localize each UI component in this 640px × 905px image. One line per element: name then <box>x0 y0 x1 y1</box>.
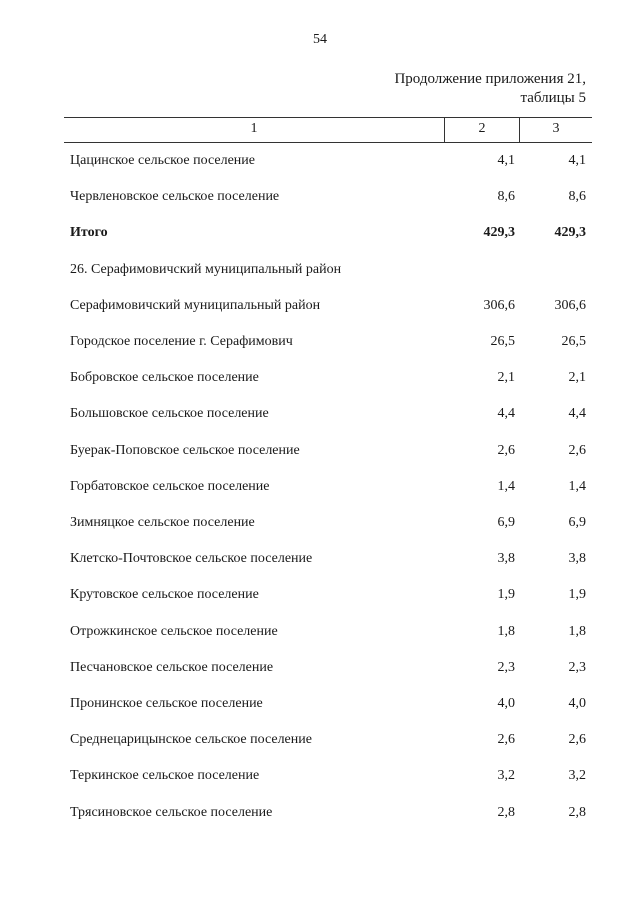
row-name: Пронинское сельское поселение <box>70 696 263 711</box>
header-col-2: 2 <box>445 118 520 142</box>
row-value-col-3: 2,1 <box>568 370 586 385</box>
row-name: Трясиновское сельское поселение <box>70 805 273 820</box>
row-value-col-2: 2,6 <box>497 443 515 458</box>
row-name: 26. Серафимовичский муниципальный район <box>70 262 342 277</box>
continuation-heading <box>394 70 586 108</box>
table-header <box>64 117 592 143</box>
table-row <box>0 730 640 750</box>
row-name: Червленовское сельское поселение <box>70 189 280 204</box>
table-row <box>0 803 640 823</box>
row-name: Бобровское сельское поселение <box>70 370 259 385</box>
row-value-col-3: 2,3 <box>568 660 586 675</box>
header-col-3: 3 <box>552 121 560 136</box>
table-row <box>0 658 640 678</box>
row-name: Буерак-Поповское сельское поселение <box>70 443 300 458</box>
row-value-col-2: 4,1 <box>497 153 515 168</box>
row-value-col-3: 26,5 <box>561 334 586 349</box>
row-value-col-3: 4,0 <box>568 696 586 711</box>
row-value-col-2: 1,4 <box>497 479 515 494</box>
row-name: Большовское сельское поселение <box>70 406 269 421</box>
row-value-col-3: 1,4 <box>568 479 586 494</box>
table-row <box>0 549 640 569</box>
row-value-col-3: 4,1 <box>568 153 586 168</box>
row-value-col-3: 8,6 <box>568 189 586 204</box>
row-value-col-2: 4,0 <box>497 696 515 711</box>
table-row <box>0 513 640 533</box>
row-name: Городское поселение г. Серафимович <box>70 334 293 349</box>
row-value-col-3: 3,2 <box>568 768 586 783</box>
row-value-col-2: 8,6 <box>497 189 515 204</box>
row-name: Среднецарицынское сельское поселение <box>70 732 312 747</box>
table-row <box>0 332 640 352</box>
row-name: Теркинское сельское поселение <box>70 768 260 783</box>
row-name: Серафимовичский муниципальный район <box>70 298 321 313</box>
row-value-col-2: 4,4 <box>497 406 515 421</box>
page-number: 54 <box>313 32 327 47</box>
table-row <box>0 260 640 280</box>
continuation-line-2: таблицы 5 <box>520 90 586 106</box>
row-value-col-3: 4,4 <box>568 406 586 421</box>
row-value-col-2: 6,9 <box>497 515 515 530</box>
table-row <box>0 477 640 497</box>
row-name: Цацинское сельское поселение <box>70 153 255 168</box>
table-row <box>0 441 640 461</box>
row-name: Клетско-Почтовское сельское поселение <box>70 551 313 566</box>
row-name: Отрожкинское сельское поселение <box>70 624 278 639</box>
row-value-col-2: 429,3 <box>483 225 515 240</box>
row-value-col-3: 2,6 <box>568 443 586 458</box>
table-row <box>0 766 640 786</box>
table-row <box>0 368 640 388</box>
row-value-col-3: 429,3 <box>554 225 586 240</box>
row-value-col-2: 3,8 <box>497 551 515 566</box>
row-value-col-2: 2,8 <box>497 805 515 820</box>
row-value-col-3: 2,8 <box>568 805 586 820</box>
row-value-col-2: 2,1 <box>497 370 515 385</box>
table-row <box>0 622 640 642</box>
row-value-col-2: 1,8 <box>497 624 515 639</box>
row-value-col-2: 26,5 <box>490 334 515 349</box>
row-name: Итого <box>70 225 108 240</box>
table-row <box>0 151 640 171</box>
row-value-col-3: 2,6 <box>568 732 586 747</box>
continuation-line-1: Продолжение приложения 21, <box>394 71 586 87</box>
row-value-col-3: 1,9 <box>568 587 586 602</box>
row-value-col-3: 306,6 <box>554 298 586 313</box>
row-name: Песчановское сельское поселение <box>70 660 274 675</box>
table-row <box>0 694 640 714</box>
row-name: Горбатовское сельское поселение <box>70 479 270 494</box>
table-row <box>0 404 640 424</box>
row-name: Зимняцкое сельское поселение <box>70 515 255 530</box>
row-value-col-3: 6,9 <box>568 515 586 530</box>
row-value-col-2: 3,2 <box>497 768 515 783</box>
row-value-col-2: 2,3 <box>497 660 515 675</box>
table-row <box>0 585 640 605</box>
header-col-1: 1 <box>64 118 445 142</box>
row-value-col-3: 1,8 <box>568 624 586 639</box>
table-row <box>0 223 640 243</box>
table-row <box>0 187 640 207</box>
row-name: Крутовское сельское поселение <box>70 587 259 602</box>
row-value-col-2: 1,9 <box>497 587 515 602</box>
table-row <box>0 296 640 316</box>
row-value-col-2: 2,6 <box>497 732 515 747</box>
row-value-col-2: 306,6 <box>483 298 515 313</box>
row-value-col-3: 3,8 <box>568 551 586 566</box>
